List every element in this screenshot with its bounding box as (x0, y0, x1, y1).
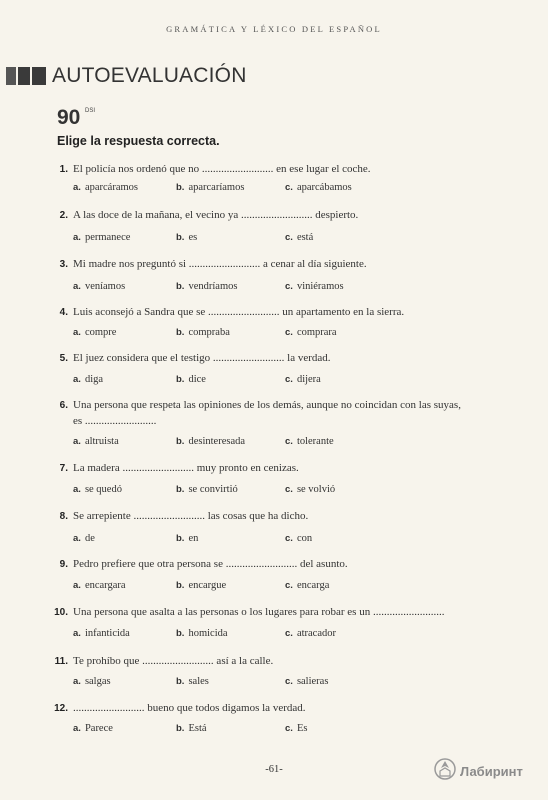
exercise-instruction: Elige la respuesta correcta. (57, 134, 220, 148)
option-letter: a. (73, 676, 81, 687)
option-text: es (188, 232, 198, 243)
answer-option-a[interactable] (73, 182, 138, 193)
option-letter: c. (285, 232, 293, 243)
section-title: AUTOEVALUACIÓN (52, 64, 247, 87)
option-text: permanece (84, 232, 131, 243)
answer-option-a[interactable] (73, 281, 125, 292)
option-letter: c. (285, 281, 293, 292)
question-number: 2. (59, 210, 68, 221)
section-heading (6, 64, 247, 88)
option-text: viniéramos (296, 281, 344, 292)
option-letter: a. (73, 232, 81, 243)
option-letter: c. (285, 436, 293, 447)
option-text: atracador (296, 628, 336, 639)
answer-option-a[interactable] (73, 232, 130, 243)
answer-option-a[interactable] (73, 533, 95, 544)
option-text: veníamos (84, 281, 126, 292)
option-text: tolerante (296, 436, 334, 447)
option-letter: b. (176, 533, 185, 544)
option-text: aparcábamos (296, 182, 352, 193)
option-letter: c. (285, 580, 293, 591)
answer-option-a[interactable] (73, 676, 111, 687)
option-text: altruista (84, 436, 119, 447)
option-letter: b. (176, 374, 185, 385)
answer-option-b[interactable] (176, 484, 238, 495)
option-text: homicida (188, 628, 228, 639)
option-text: se convirtió (188, 484, 238, 495)
question-text: Te prohíbo que .......................... así a la calle. (73, 655, 274, 667)
question-text-continued: es .......................... (73, 415, 157, 427)
question-number: 11. (54, 656, 68, 667)
option-letter: c. (285, 723, 293, 734)
answer-option-b[interactable] (176, 374, 206, 385)
option-text: se volvió (296, 484, 336, 495)
question-text: Una persona que respeta las opiniones de los demás, aunque no coincidan con las suyas, (73, 399, 461, 411)
option-letter: a. (73, 533, 81, 544)
answer-option-c[interactable] (285, 374, 321, 385)
option-letter: b. (176, 182, 185, 193)
option-text: Parece (84, 723, 113, 734)
option-text: compre (84, 327, 117, 338)
labyrinth-logo-icon (434, 758, 456, 785)
option-text: salieras (296, 676, 329, 687)
option-text: Está (188, 723, 207, 734)
answer-option-b[interactable] (176, 580, 226, 591)
answer-option-a[interactable] (73, 374, 103, 385)
answer-option-b[interactable] (176, 723, 207, 734)
answer-option-c[interactable] (285, 327, 337, 338)
option-letter: b. (176, 232, 185, 243)
answer-option-b[interactable] (176, 182, 244, 193)
option-letter: a. (73, 723, 81, 734)
answer-option-c[interactable] (285, 182, 352, 193)
option-letter: b. (176, 281, 185, 292)
answer-option-a[interactable] (73, 723, 113, 734)
page-number: -61- (265, 764, 283, 775)
heading-block (18, 67, 30, 85)
answer-option-b[interactable] (176, 232, 197, 243)
option-letter: c. (285, 374, 293, 385)
option-text: dijera (296, 374, 321, 385)
question-text: .......................... bueno que todos digamos la verdad. (73, 702, 306, 714)
option-text: compraba (188, 327, 230, 338)
answer-option-b[interactable] (176, 628, 228, 639)
option-letter: a. (73, 580, 81, 591)
question-number: 7. (59, 463, 68, 474)
answer-option-b[interactable] (176, 676, 209, 687)
question-number: 5. (59, 353, 68, 364)
option-letter: a. (73, 436, 81, 447)
option-letter: a. (73, 327, 81, 338)
option-text: diga (84, 374, 104, 385)
option-letter: c. (285, 182, 293, 193)
option-text: vendríamos (188, 281, 238, 292)
option-text: está (296, 232, 314, 243)
option-text: encarga (296, 580, 330, 591)
answer-option-c[interactable] (285, 628, 336, 639)
option-text: Es (296, 723, 308, 734)
option-text: aparcaríamos (188, 182, 245, 193)
answer-option-c[interactable] (285, 533, 312, 544)
option-letter: b. (176, 484, 185, 495)
answer-option-b[interactable] (176, 436, 245, 447)
question-number: 6. (59, 400, 68, 411)
answer-option-c[interactable] (285, 580, 329, 591)
answer-option-c[interactable] (285, 281, 344, 292)
answer-option-a[interactable] (73, 484, 122, 495)
option-letter: a. (73, 281, 81, 292)
heading-blocks-ornament (6, 67, 46, 85)
option-letter: a. (73, 628, 81, 639)
question-number: 12. (54, 703, 68, 714)
answer-option-c[interactable] (285, 436, 334, 447)
option-text: aparcáramos (84, 182, 138, 193)
question-text: Mi madre nos preguntó si .......................... a cenar al día siguiente. (73, 258, 367, 270)
option-text: salgas (84, 676, 111, 687)
option-letter: b. (176, 628, 185, 639)
option-text: de (84, 533, 95, 544)
option-text: infanticida (84, 628, 130, 639)
answer-option-a[interactable] (73, 327, 116, 338)
question-text: El juez considera que el testigo .......................... la verdad. (73, 352, 331, 364)
question-text: Luis aconsejó a Sandra que se .......................... un apartamento en la sierra. (73, 306, 405, 318)
option-letter: c. (285, 484, 293, 495)
answer-option-a[interactable] (73, 580, 126, 591)
answer-option-c[interactable] (285, 484, 335, 495)
option-text: en (188, 533, 199, 544)
question-text: Pedro prefiere que otra persona se .......................... del asunto. (73, 558, 348, 570)
question-number: 10. (54, 607, 68, 618)
option-letter: b. (176, 327, 185, 338)
option-text: encargue (188, 580, 227, 591)
option-letter: c. (285, 676, 293, 687)
question-number: 1. (59, 164, 68, 175)
answer-option-b[interactable] (176, 327, 230, 338)
option-text: comprara (296, 327, 337, 338)
option-letter: c. (285, 628, 293, 639)
question-number: 3. (59, 259, 68, 270)
option-letter: b. (176, 723, 185, 734)
heading-block (32, 67, 46, 85)
option-letter: a. (73, 374, 81, 385)
option-letter: a. (73, 182, 81, 193)
option-letter: b. (176, 436, 185, 447)
answer-option-b[interactable] (176, 281, 237, 292)
option-letter: c. (285, 327, 293, 338)
question-number: 4. (59, 307, 68, 318)
question-number: 8. (59, 511, 68, 522)
watermark-text: Лабиринт (460, 764, 523, 779)
answer-option-c[interactable] (285, 676, 328, 687)
option-text: se quedó (84, 484, 122, 495)
option-text: con (296, 533, 313, 544)
exercise-tag: DSI (85, 108, 96, 114)
answer-option-c[interactable] (285, 232, 313, 243)
question-text: El policía nos ordenó que no .......................... en ese lugar el coche. (73, 163, 371, 175)
running-header: GRAMÁTICA Y LÉXICO DEL ESPAÑOL (166, 24, 382, 34)
answer-option-c[interactable] (285, 723, 307, 734)
option-letter: c. (285, 533, 293, 544)
option-letter: b. (176, 676, 185, 687)
question-text: La madera .......................... muy pronto en cenizas. (73, 462, 299, 474)
question-text: A las doce de la mañana, el vecino ya .......................... despierto. (73, 209, 359, 221)
heading-block (6, 67, 16, 85)
watermark-logo (434, 758, 523, 785)
question-number: 9. (59, 559, 68, 570)
exercise-number: 90 (57, 106, 81, 129)
option-text: dice (188, 374, 206, 385)
answer-option-a[interactable] (73, 628, 130, 639)
answer-option-a[interactable] (73, 436, 119, 447)
option-text: desinteresada (188, 436, 246, 447)
question-text: Se arrepiente .......................... las cosas que ha dicho. (73, 510, 309, 522)
option-text: encargara (84, 580, 126, 591)
answer-option-b[interactable] (176, 533, 198, 544)
question-text: Una persona que asalta a las personas o los lugares para robar es un .......................... (73, 606, 445, 618)
option-text: sales (188, 676, 209, 687)
option-letter: b. (176, 580, 185, 591)
option-letter: a. (73, 484, 81, 495)
